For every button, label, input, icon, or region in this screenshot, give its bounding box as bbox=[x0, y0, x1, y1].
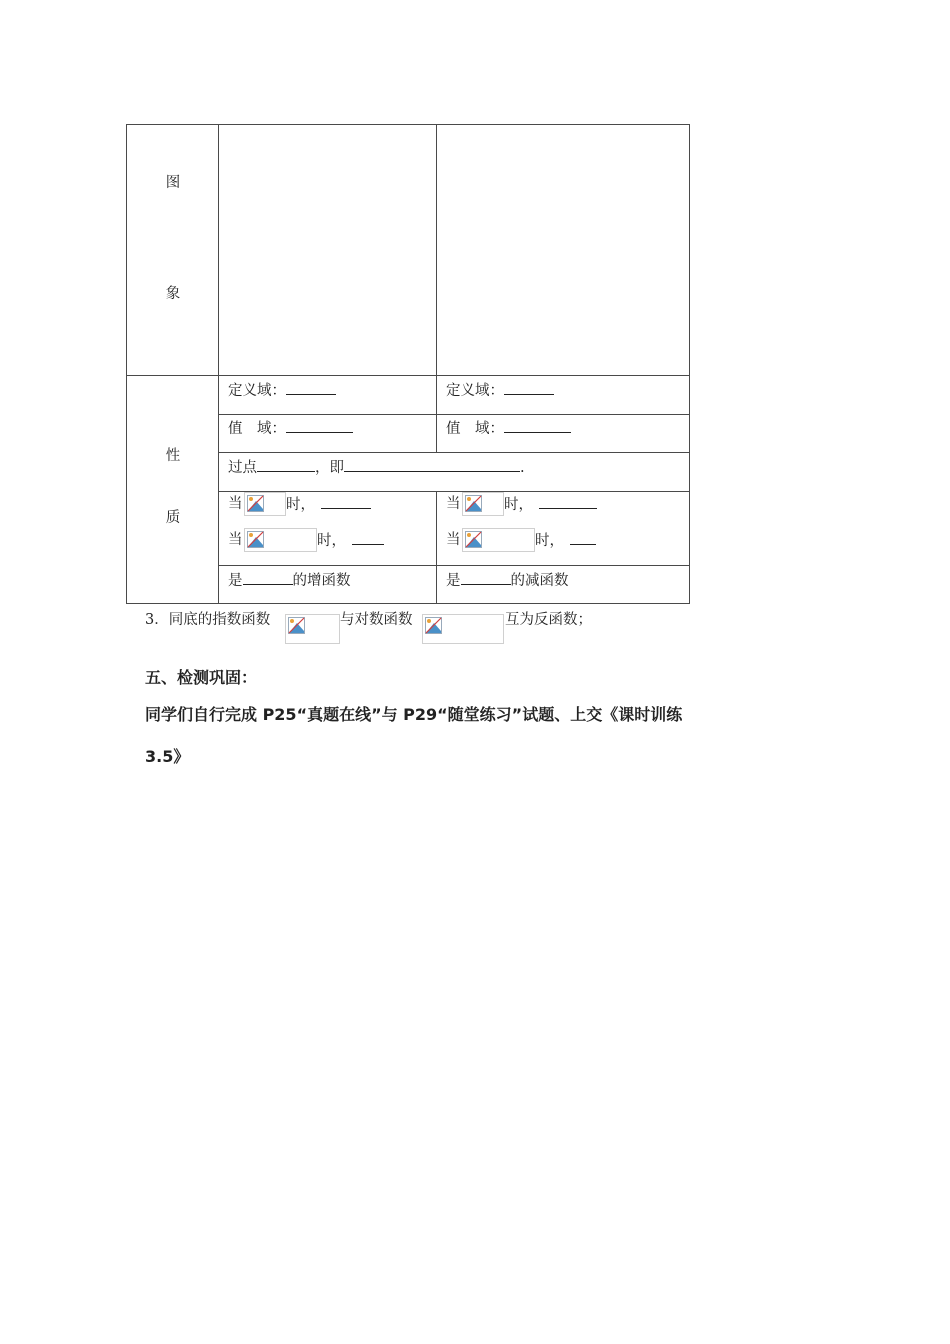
right-range-blank[interactable] bbox=[504, 419, 571, 433]
right-monotonic: 是 的减函数 bbox=[446, 573, 569, 589]
exp-function-formula-image bbox=[285, 614, 340, 644]
left-monotonic: 是 的增函数 bbox=[228, 573, 351, 589]
broken-image-icon bbox=[247, 531, 264, 548]
fixed-point-coord-blank[interactable] bbox=[344, 458, 520, 472]
right-case1-prefix: 当 bbox=[446, 496, 461, 512]
right-domain: 定义域： bbox=[446, 381, 554, 400]
right-case2-prefix: 当 bbox=[446, 532, 461, 548]
log-function-formula-image bbox=[422, 614, 504, 644]
image-label-bottom: 象 bbox=[165, 286, 181, 302]
fixed-point-row: 过点 ，即 . bbox=[228, 460, 525, 476]
left-case2: 时， bbox=[317, 531, 384, 550]
left-case1-prefix: 当 bbox=[228, 496, 243, 512]
right-monotonic-blank[interactable] bbox=[461, 571, 511, 585]
property-label-top: 性 bbox=[165, 448, 181, 464]
section5-line1: 同学们自行完成 P25“真题在线”与 P29“随堂练习”试题、上交《课时训练 bbox=[145, 705, 683, 724]
right-case2-blank[interactable] bbox=[570, 531, 596, 545]
property-label-bottom: 质 bbox=[165, 510, 181, 526]
note3-suffix: 互为反函数； bbox=[505, 612, 592, 628]
fixed-point-blank[interactable] bbox=[257, 458, 315, 472]
left-domain-blank[interactable] bbox=[286, 381, 336, 395]
left-case2-prefix: 当 bbox=[228, 532, 243, 548]
image-label-top: 图 bbox=[165, 175, 181, 191]
left-case1-formula-image bbox=[244, 492, 286, 516]
left-range: 值 域： bbox=[228, 419, 353, 438]
note3-prefix: 3．同底的指数函数 bbox=[145, 612, 271, 628]
left-range-blank[interactable] bbox=[286, 419, 353, 433]
right-case1: 时， bbox=[504, 495, 597, 514]
left-case2-formula-image bbox=[244, 528, 317, 552]
right-range: 值 域： bbox=[446, 419, 571, 438]
broken-image-icon bbox=[247, 495, 264, 512]
note3-mid: 与对数函数 bbox=[340, 612, 413, 628]
broken-image-icon bbox=[288, 617, 305, 634]
left-monotonic-blank[interactable] bbox=[243, 571, 293, 585]
left-case1: 时， bbox=[286, 495, 371, 514]
right-case2-formula-image bbox=[462, 528, 535, 552]
left-domain: 定义域： bbox=[228, 381, 336, 400]
right-case1-blank[interactable] bbox=[539, 495, 597, 509]
left-case2-blank[interactable] bbox=[352, 531, 384, 545]
section5-heading: 五、检测巩固： bbox=[145, 668, 258, 687]
right-case2: 时， bbox=[535, 531, 596, 550]
right-case1-formula-image bbox=[462, 492, 504, 516]
broken-image-icon bbox=[465, 531, 482, 548]
broken-image-icon bbox=[425, 617, 442, 634]
section5-line2: 3.5》 bbox=[145, 747, 190, 766]
right-domain-blank[interactable] bbox=[504, 381, 554, 395]
broken-image-icon bbox=[465, 495, 482, 512]
left-case1-blank[interactable] bbox=[321, 495, 371, 509]
